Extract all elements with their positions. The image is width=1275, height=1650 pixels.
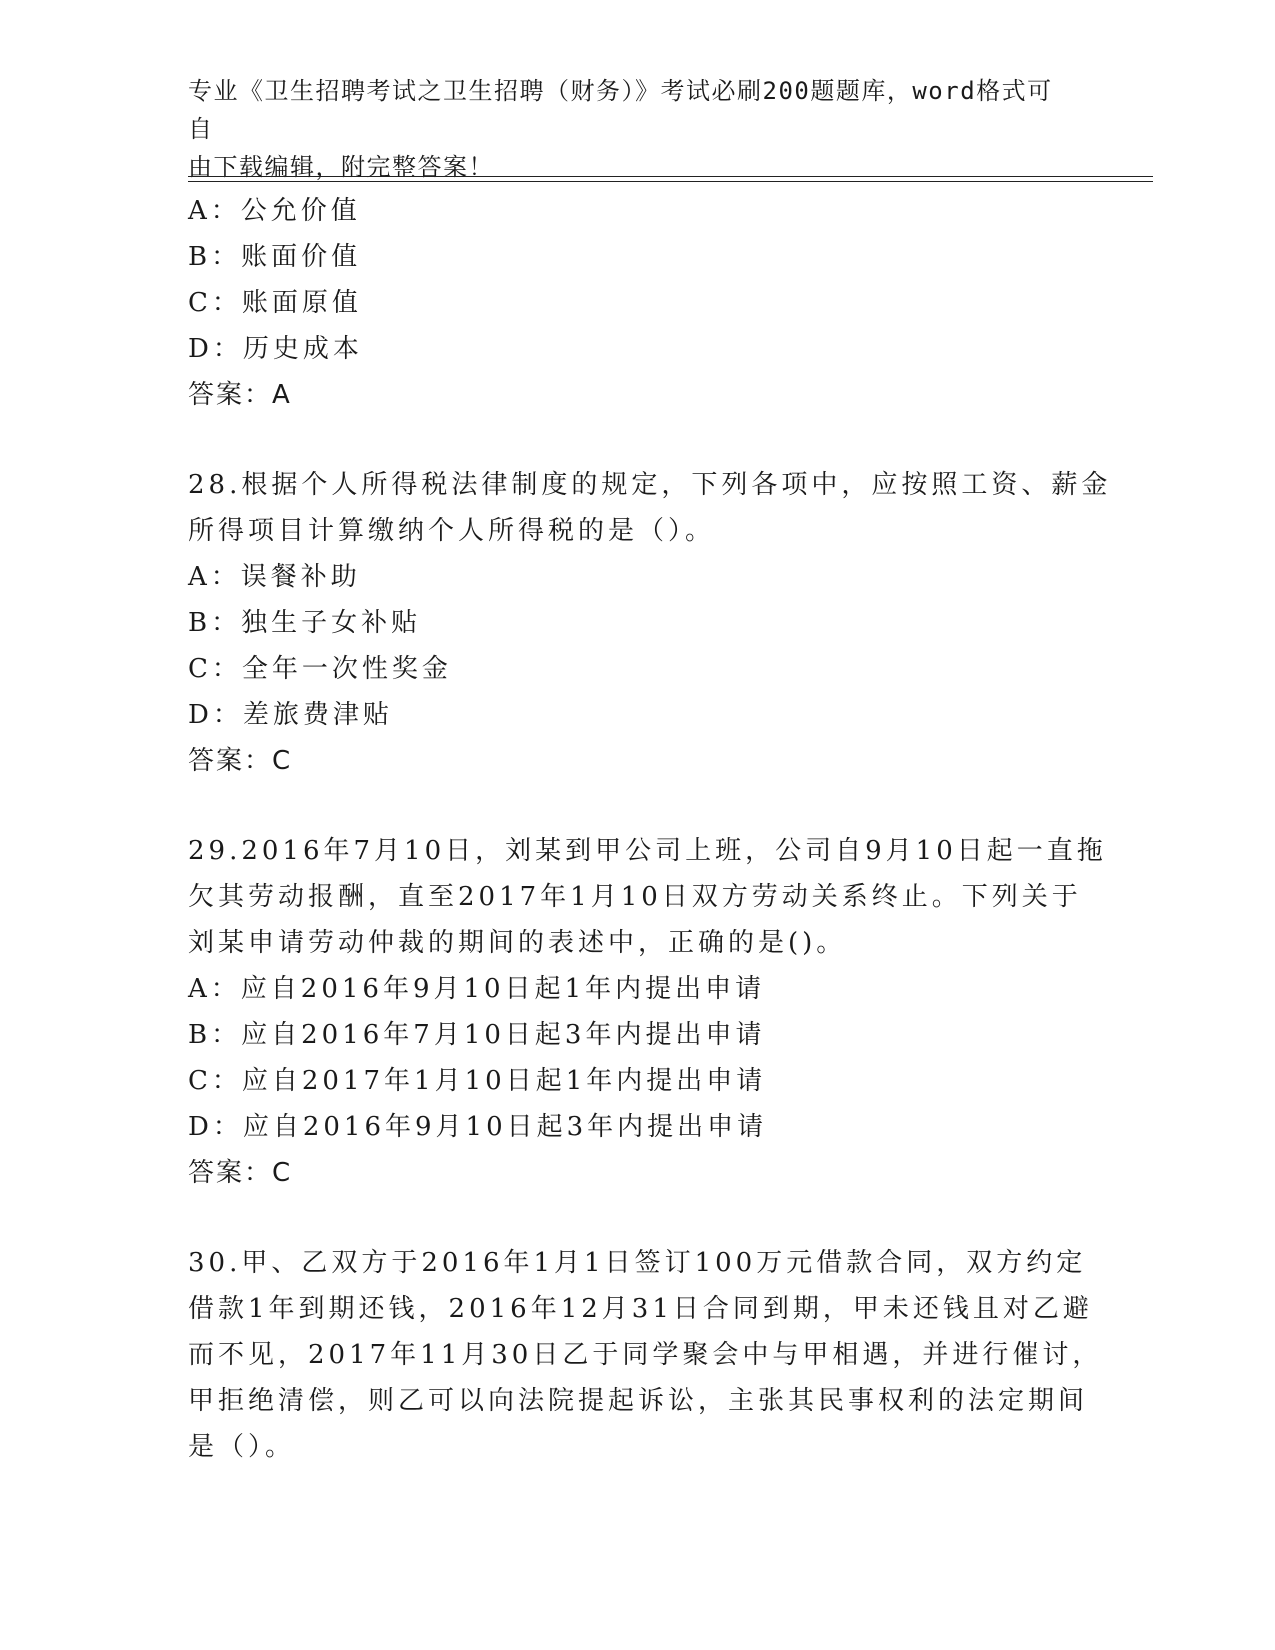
answer: 答案：A (188, 380, 292, 410)
option-a: A：误餐补助 (188, 562, 361, 592)
question-30 (188, 1240, 1103, 1470)
header-divider-top (188, 176, 1153, 177)
question-stem-line: 甲拒绝清偿，则乙可以向法院提起诉讼，主张其民事权利的法定期间 (188, 1386, 1089, 1416)
question-stem-line: 欠其劳动报酬，直至2017年1月10日双方劳动关系终止。下列关于 (188, 882, 1082, 912)
question-stem-line: 30.甲、乙双方于2016年1月1日签订100万元借款合同，双方约定 (188, 1248, 1087, 1278)
answer: 答案：C (188, 1158, 293, 1188)
option-d: D：差旅费津贴 (188, 700, 393, 730)
question-stem-line: 是（）。 (188, 1432, 296, 1462)
option-a: A：公允价值 (188, 196, 361, 226)
document-header (188, 72, 1068, 186)
spacer (188, 784, 1088, 828)
option-b: B：独生子女补贴 (188, 608, 422, 638)
spacer (188, 418, 1088, 462)
question-stem-line: 29.2016年7月10日，刘某到甲公司上班，公司自9月10日起一直拖 (188, 836, 1107, 866)
option-d: D：历史成本 (188, 334, 363, 364)
option-a: A：应自2016年9月10日起1年内提出申请 (188, 974, 766, 1004)
document-body (188, 188, 1112, 1470)
option-c: C：应自2017年1月10日起1年内提出申请 (188, 1066, 767, 1096)
answer: 答案：C (188, 746, 293, 776)
header-line-1: 专业《卫生招聘考试之卫生招聘（财务）》考试必刷200题题库，word格式可自 (188, 77, 1053, 143)
question-stem-line: 借款1年到期还钱，2016年12月31日合同到期，甲未还钱且对乙避 (188, 1294, 1093, 1324)
question-stem-line: 28.根据个人所得税法律制度的规定，下列各项中，应按照工资、薪金 (188, 470, 1112, 500)
question-28 (188, 462, 1112, 784)
option-d: D：应自2016年9月10日起3年内提出申请 (188, 1112, 768, 1142)
question-stem-line: 所得项目计算缴纳个人所得税的是（）。 (188, 516, 716, 546)
option-b: B：账面价值 (188, 242, 362, 272)
option-c: C：账面原值 (188, 288, 362, 318)
option-b: B：应自2016年7月10日起3年内提出申请 (188, 1020, 766, 1050)
header-line-2: 由下载编辑，附完整答案！ (188, 153, 494, 181)
option-c: C：全年一次性奖金 (188, 654, 452, 684)
question-27 (188, 188, 1088, 418)
spacer (188, 1196, 1088, 1240)
question-stem-line: 刘某申请劳动仲裁的期间的表述中，正确的是()。 (188, 928, 847, 958)
header-divider-bottom (188, 181, 1153, 182)
question-stem-line: 而不见，2017年11月30日乙于同学聚会中与甲相遇，并进行催讨， (188, 1340, 1103, 1370)
question-29 (188, 828, 1107, 1196)
